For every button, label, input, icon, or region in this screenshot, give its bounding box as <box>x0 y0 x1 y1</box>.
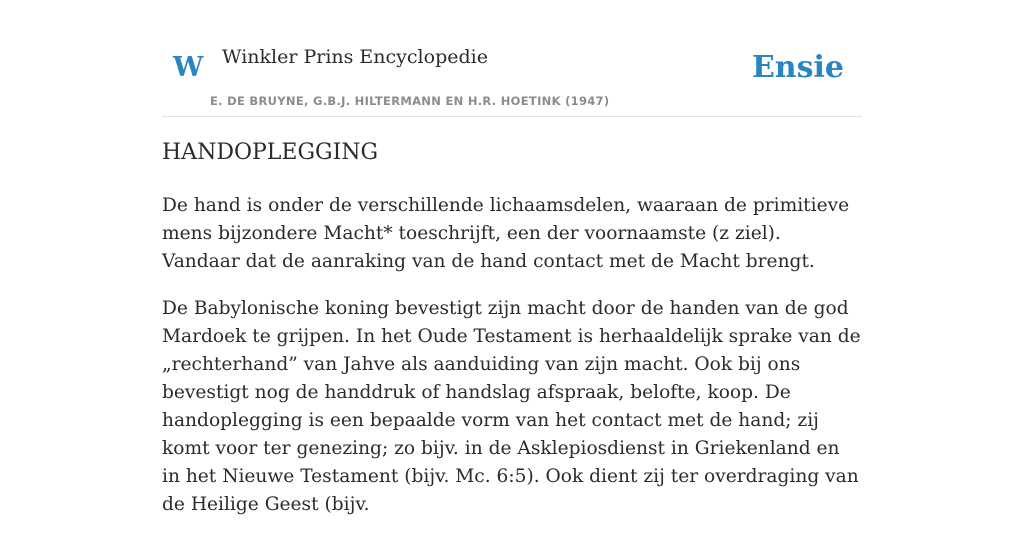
site-header <box>162 0 862 117</box>
publication-title[interactable]: Winkler Prins Encyclopedie <box>222 46 488 68</box>
brand-logo[interactable]: Ensie <box>751 50 844 85</box>
entry-paragraph: De hand is onder de verschillende lichaamsdelen, waaraan de primitieve mens bijzondere Macht* toeschrijft, een der voornaamste (z ziel). Vandaar dat de aanraking van de hand contact met de Macht brengt. <box>162 195 850 272</box>
entry-content <box>162 192 862 538</box>
entry-title: HANDOPLEGGING <box>162 140 379 165</box>
publication-logo[interactable]: W <box>173 52 204 83</box>
entry-paragraph: De Babylonische koning bevestigt zijn macht door de handen van de god Mardoek te grijpen. In het Oude Testament is herhaaldelijk sprake van de „rechterhand” van Jahve als aanduiding van zijn macht. Ook bij ons bevestigt nog de handdruk of handslag afspraak, belofte, koop. De handoplegging is een bepaalde vorm van het contact met de hand; zij komt voor ter genezing; zo bijv. in de Asklepiosdienst in Griekenland en in het Nieuwe Testament (bijv. Mc. 6:5). Ook dient zij ter overdraging van de Heilige Geest (bijv. <box>162 298 861 515</box>
authors-line: E. DE BRUYNE, G.B.J. HILTERMANN EN H.R. HOETINK (1947) <box>210 94 610 108</box>
